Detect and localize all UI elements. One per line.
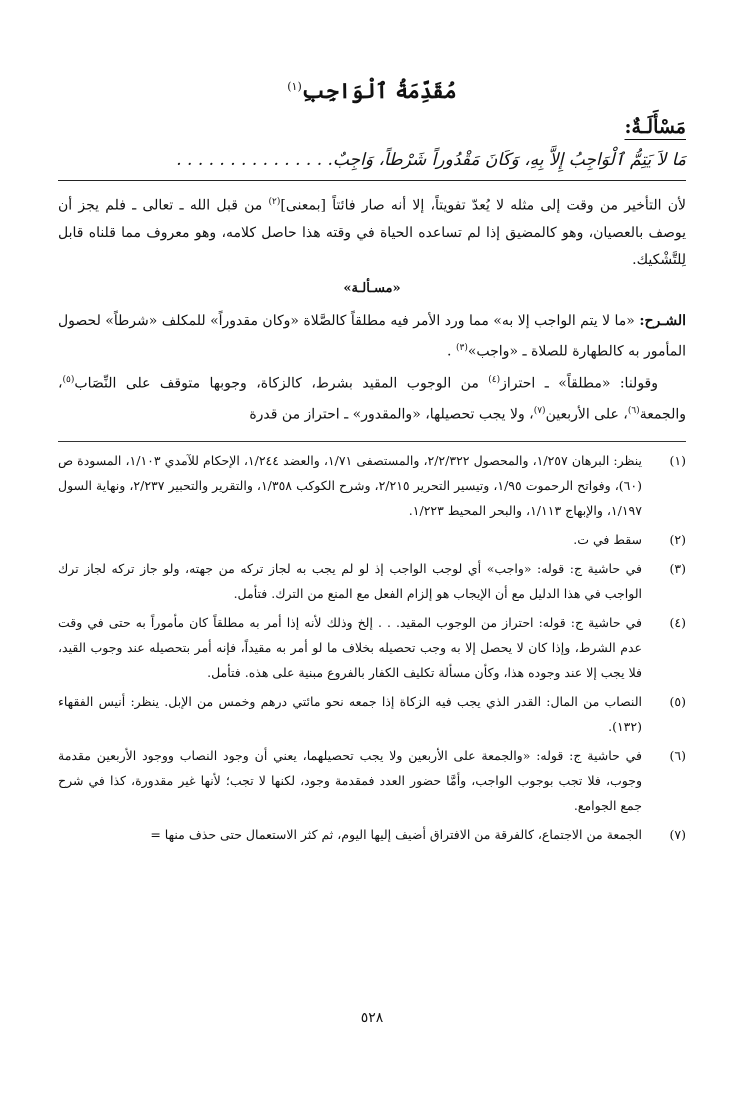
footnote-number: (٦) <box>669 747 686 763</box>
footnote-text: سقط في ت. <box>573 531 642 547</box>
footnote-ref-5: (٥) <box>62 375 75 386</box>
page-body <box>58 72 686 851</box>
footnote-ref-7: (٧) <box>533 405 546 416</box>
footnote-text: الجمعة من الاجتماع، كالفرقة من الافتراق أضيف إليها اليوم، ثم كثر الاستعمال حتى حذف منها = <box>150 826 642 842</box>
footnote-number: (١) <box>669 452 686 468</box>
footnote <box>58 743 686 818</box>
footnote-text: النصاب من المال: القدر الذي يجب فيه الزكاة إذا جمعه نحو مائتي درهم وخمس من الإبل. ينظر: أنيس الفقهاء (١٣٢). <box>58 693 642 734</box>
footnote-divider <box>58 441 686 442</box>
footnote <box>58 610 686 685</box>
matn-divider <box>58 180 686 181</box>
chapter-title <box>58 72 686 106</box>
masala-label: مَسْأَلَـةٌ: <box>624 116 686 138</box>
footnote <box>58 527 686 552</box>
footnote <box>58 689 686 739</box>
footnote-number: (٣) <box>669 560 686 576</box>
footnote-number: (٧) <box>669 826 686 842</box>
footnote-number: (٥) <box>669 693 686 709</box>
paragraph-3-part-c: ، والجمعة <box>58 375 686 423</box>
paragraph-1 <box>58 189 686 274</box>
paragraph-3-part-e: ، ولا يجب تحصيلها، «والمقدور» ـ احتراز من قدرة <box>249 406 534 423</box>
footnote-text: في حاشية ج: قوله: احتراز من الوجوب المقيد. . . إلخ وذلك لأنه إذا أمر به مطلقاً كان مأموراً به حتى في وقت عدم الشرط، وإذا كان لا يحصل إلا به وجب تحصيله بخلاف ما لو أمر به مقيداً، فإنه أمر بتحصيله عند وجوب القيد، فلا يجب إلا عند وجوده هذا، وكأن مسألة تكليف الكفار بالفروع مبنية على هذه. فتأمل. <box>58 614 642 680</box>
footnotes-list <box>58 448 686 847</box>
chapter-title-text: مُقَدِّمَةُ ٱلْوَاجِبِ <box>301 78 457 103</box>
matn-text: مَا لاَ يَتِمُّ ٱلْوَاجِبُ إِلاَّ بِهِ، وَكَانَ مَقْدُوراً شَرْطاً، وَاجِبٌ. . . . . . . . . . . . . . . <box>176 150 686 170</box>
paragraph-2-end: . <box>447 343 456 360</box>
sub-heading: «مسـألـة» <box>343 280 401 296</box>
sharh-label: الشـرح: <box>639 312 686 329</box>
footnote-text: ينظر: البرهان ١/٢٥٧، والمحصول ٢/٢/٣٢٢، والمستصفى ١/٧١، والعضد ١/٢٤٤، الإحكام للآمدي ١/١٠٣، المسودة ص (٦٠)، وفواتح الرحموت ١/٩٥، وتيسير التحرير ٢/٢١٥، وشرح الكوكب ١/٣٥٨، والتقرير والتحبير ٢/٢٣٧، ونهاية السول ١/١٩٧، والإبهاج ١/١١٣، والبحر المحيط ١/٢٢٣. <box>58 452 643 518</box>
footnote-ref-6: (٦) <box>627 405 640 416</box>
footnote <box>58 822 686 847</box>
paragraph-3-part-b: من الوجوب المقيد بشرط، كالزكاة، وجوبها متوقف على النِّصَاب <box>74 375 489 392</box>
footnote-ref-4: (٤) <box>488 375 501 386</box>
footnote-number: (٢) <box>669 531 686 547</box>
footnote-text: في حاشية ج: قوله: «واجب» أي لوجب الواجب إذ لو لم يجب به لجاز تركه من جهته، ولو جاز تركه لجاز ترك الواجب في هذا الدليل مع أن الإيجاب هو إلزام الفعل مع المنع من الترك. فتأمل. <box>58 560 642 601</box>
footnote-ref-3: (٣) <box>455 342 468 353</box>
footnote-ref-2: (٢) <box>268 197 281 207</box>
paragraph-2 <box>58 308 686 366</box>
page-number: ٥٢٨ <box>360 1010 384 1026</box>
paragraph-3-part-a: وقولنا: «مطلقاً» ـ احتراز <box>500 375 659 392</box>
paragraph-3 <box>58 367 686 428</box>
paragraph-2-text: «ما لا يتم الواجب إلا به» مما ورد الأمر فيه مطلقاً كالصَّلاة «وكان مقدوراً» للمكلف «شرطاً» لحصول المأمور به كالطهارة للصلاة ـ «واجب» <box>58 312 686 360</box>
footnote <box>58 448 686 523</box>
paragraph-3-part-d: ، على الأربعين <box>545 406 628 423</box>
footnote-number: (٤) <box>669 614 686 630</box>
paragraph-1-part-b: من قبل الله ـ تعالى ـ فلم يجز أن يوصف بالعصيان، وهو كالمضيق إذا لم تساعده الحياة في وقته هذا حاصل كلامه، وهو معروف مما قلناه قابل لِلتَّشْكيك. <box>58 197 686 268</box>
paragraph-1-part-a: لأن التأخير من وقت إلى مثله لا يُعدّ تفويتاً، إلا أنه صار فائتاً [بمعنى] <box>280 197 686 214</box>
chapter-title-note: (١) <box>287 80 302 93</box>
footnote-text: في حاشية ج: قوله: «والجمعة على الأربعين ولا يجب تحصيلهما، يعني أن وجود النصاب ووجود الأربعين مقدمة وجوب، فلا تجب بوجوب الواجب، وأمَّا حضور العدد فمقدمة وجود، لكنها لا تجب؛ لأنها غير مقدورة، كذا في شرح جمع الجوامع. <box>58 747 642 813</box>
footnote <box>58 556 686 606</box>
